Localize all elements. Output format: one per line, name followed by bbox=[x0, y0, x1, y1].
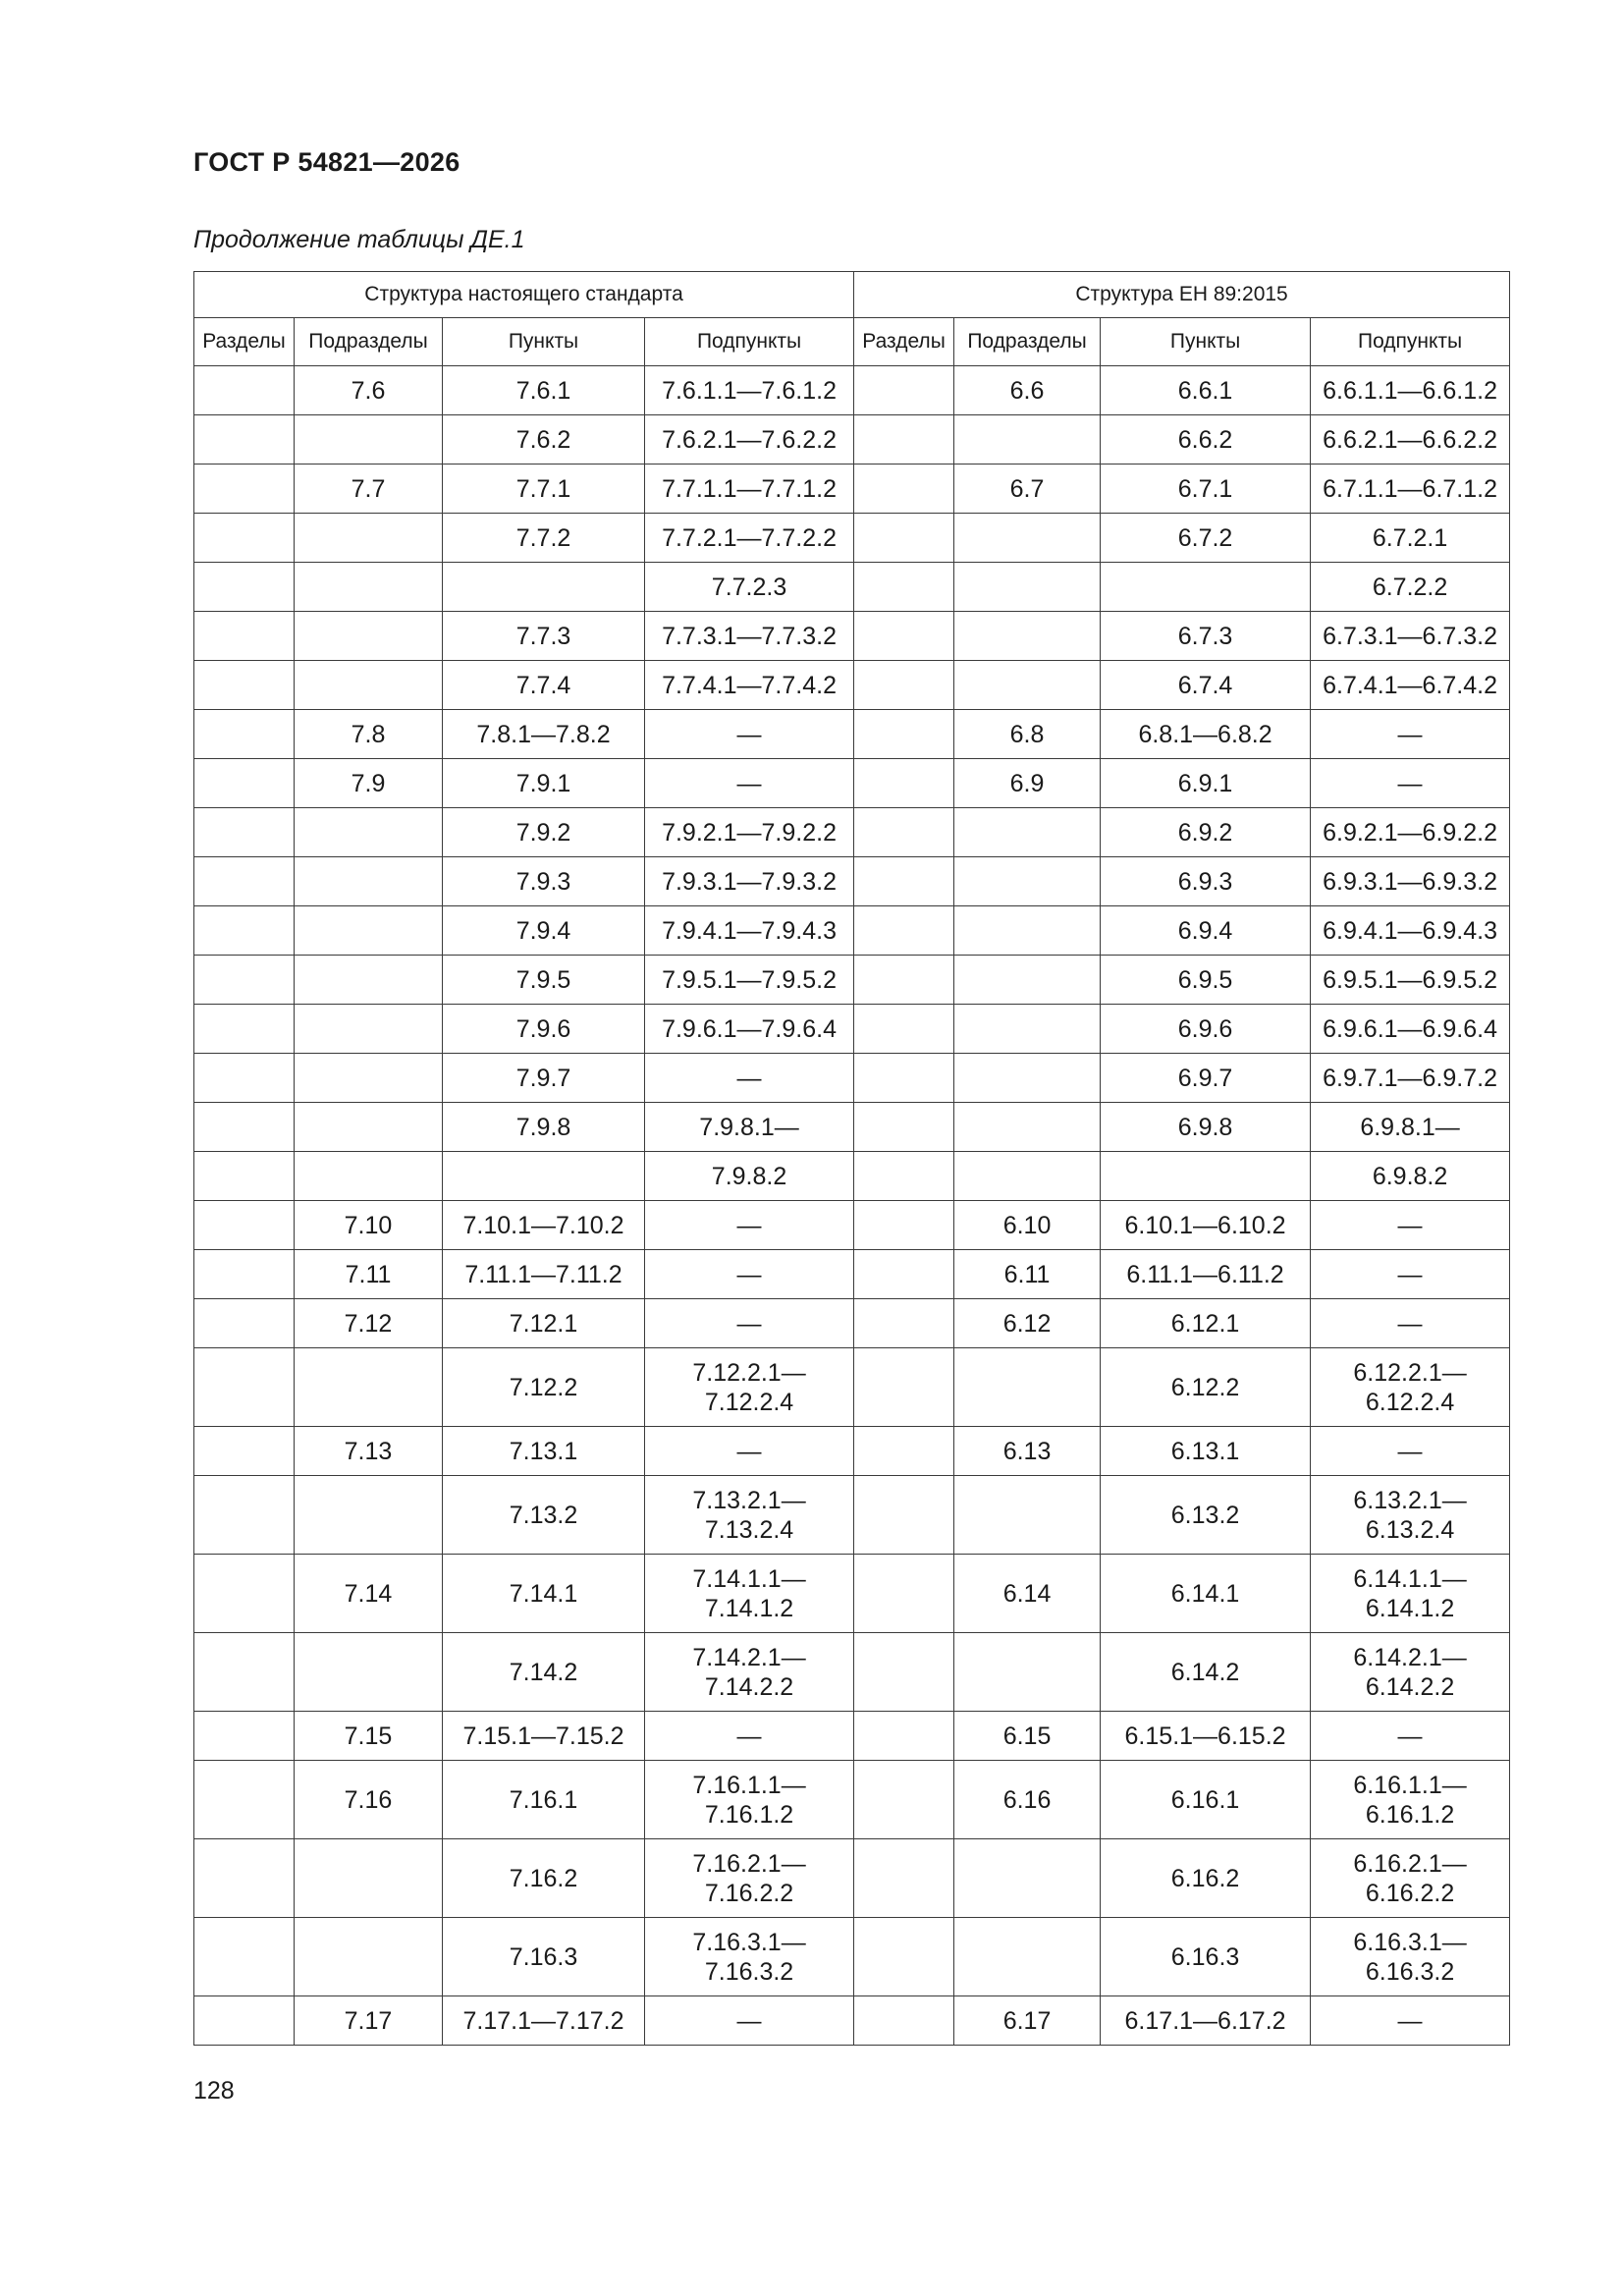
table-cell: 7.16.2 bbox=[443, 1839, 645, 1918]
table-cell: — bbox=[1311, 1996, 1510, 2046]
table-cell bbox=[295, 1152, 443, 1201]
table-cell: 7.9 bbox=[295, 759, 443, 808]
table-cell: 6.7.2 bbox=[1101, 514, 1311, 563]
table-cell: 7.7.2.1—7.7.2.2 bbox=[645, 514, 854, 563]
table-cell bbox=[954, 661, 1101, 710]
table-cell: 6.10.1—6.10.2 bbox=[1101, 1201, 1311, 1250]
table-cell bbox=[295, 857, 443, 906]
table-row bbox=[194, 563, 1510, 612]
table-cell bbox=[443, 563, 645, 612]
table-cell: — bbox=[645, 1299, 854, 1348]
table-cell bbox=[295, 1839, 443, 1918]
table-row bbox=[194, 1761, 1510, 1839]
table-cell bbox=[194, 1918, 295, 1996]
table-cell: — bbox=[645, 759, 854, 808]
document-header: ГОСТ Р 54821—2026 bbox=[193, 147, 460, 177]
table-cell bbox=[194, 1712, 295, 1761]
table-cell: 6.14 bbox=[954, 1555, 1101, 1633]
table-cell bbox=[194, 1299, 295, 1348]
table-cell bbox=[295, 906, 443, 956]
table-body bbox=[194, 366, 1510, 2046]
table-cell bbox=[954, 1005, 1101, 1054]
table-cell: 6.17.1—6.17.2 bbox=[1101, 1996, 1311, 2046]
table-cell: 6.11.1—6.11.2 bbox=[1101, 1250, 1311, 1299]
table-cell bbox=[854, 514, 954, 563]
table-row bbox=[194, 465, 1510, 514]
table-cell: 7.9.6.1—7.9.6.4 bbox=[645, 1005, 854, 1054]
table-cell: 7.9.1 bbox=[443, 759, 645, 808]
table-cell: 7.9.8.2 bbox=[645, 1152, 854, 1201]
table-cell bbox=[954, 1633, 1101, 1712]
table-cell: 6.7 bbox=[954, 465, 1101, 514]
table-cell bbox=[295, 1348, 443, 1427]
table-cell bbox=[854, 1476, 954, 1555]
table-cell: 6.12.1 bbox=[1101, 1299, 1311, 1348]
table-row bbox=[194, 1299, 1510, 1348]
table-cell bbox=[1101, 563, 1311, 612]
table-cell: 6.16.1 bbox=[1101, 1761, 1311, 1839]
table-cell bbox=[194, 1996, 295, 2046]
table-cell bbox=[194, 906, 295, 956]
table-cell bbox=[295, 1103, 443, 1152]
table-cell: 7.9.3.1—7.9.3.2 bbox=[645, 857, 854, 906]
correspondence-table bbox=[193, 271, 1510, 2046]
table-cell bbox=[854, 710, 954, 759]
table-row bbox=[194, 514, 1510, 563]
table-cell bbox=[854, 857, 954, 906]
table-cell: 7.13.1 bbox=[443, 1427, 645, 1476]
group-header-this-standard: Структура настоящего стандарта bbox=[194, 272, 854, 318]
table-cell bbox=[954, 415, 1101, 465]
table-cell bbox=[854, 1054, 954, 1103]
table-cell: 6.6.1.1—6.6.1.2 bbox=[1311, 366, 1510, 415]
table-cell: 7.12.1 bbox=[443, 1299, 645, 1348]
table-cell: 7.7.4 bbox=[443, 661, 645, 710]
table-cell: 7.14 bbox=[295, 1555, 443, 1633]
table-cell: 6.8 bbox=[954, 710, 1101, 759]
table-row bbox=[194, 1152, 1510, 1201]
table-cell: — bbox=[1311, 1299, 1510, 1348]
table-cell bbox=[194, 759, 295, 808]
table-cell bbox=[295, 1476, 443, 1555]
table-cell bbox=[295, 612, 443, 661]
table-cell bbox=[194, 1476, 295, 1555]
table-cell bbox=[954, 1476, 1101, 1555]
table-cell: 6.9.2.1—6.9.2.2 bbox=[1311, 808, 1510, 857]
table-cell: 7.9.3 bbox=[443, 857, 645, 906]
column-header-row bbox=[194, 318, 1510, 366]
table-cell bbox=[194, 415, 295, 465]
table-row bbox=[194, 1996, 1510, 2046]
table-cell: 6.12.2.1— 6.12.2.4 bbox=[1311, 1348, 1510, 1427]
table-cell bbox=[854, 1005, 954, 1054]
table-cell bbox=[854, 1996, 954, 2046]
table-row bbox=[194, 759, 1510, 808]
table-cell: 7.6.2 bbox=[443, 415, 645, 465]
table-cell bbox=[854, 1918, 954, 1996]
group-header-row bbox=[194, 272, 1510, 318]
table-cell: 7.9.8 bbox=[443, 1103, 645, 1152]
table-cell bbox=[954, 563, 1101, 612]
table-row bbox=[194, 1103, 1510, 1152]
column-header: Пункты bbox=[1101, 318, 1311, 366]
table-cell bbox=[854, 1633, 954, 1712]
table-cell: 6.8.1—6.8.2 bbox=[1101, 710, 1311, 759]
table-cell bbox=[954, 857, 1101, 906]
table-cell: 7.6.1.1—7.6.1.2 bbox=[645, 366, 854, 415]
table-cell: 6.7.4 bbox=[1101, 661, 1311, 710]
table-caption: Продолжение таблицы ДЕ.1 bbox=[193, 226, 525, 253]
table-cell: 7.9.5.1—7.9.5.2 bbox=[645, 956, 854, 1005]
column-header: Пункты bbox=[443, 318, 645, 366]
table-row bbox=[194, 1201, 1510, 1250]
table-cell: 7.14.2.1— 7.14.2.2 bbox=[645, 1633, 854, 1712]
table-cell bbox=[954, 514, 1101, 563]
table-cell: 7.15.1—7.15.2 bbox=[443, 1712, 645, 1761]
table-cell: 6.9.4.1—6.9.4.3 bbox=[1311, 906, 1510, 956]
table-cell bbox=[194, 1005, 295, 1054]
table-cell: 6.14.2.1— 6.14.2.2 bbox=[1311, 1633, 1510, 1712]
table-cell bbox=[1101, 1152, 1311, 1201]
table-cell bbox=[854, 563, 954, 612]
column-header: Подразделы bbox=[954, 318, 1101, 366]
table-cell: 7.9.4.1—7.9.4.3 bbox=[645, 906, 854, 956]
table-cell: 7.15 bbox=[295, 1712, 443, 1761]
table-cell: 6.9.5 bbox=[1101, 956, 1311, 1005]
table-cell bbox=[854, 1152, 954, 1201]
table-cell: 6.9 bbox=[954, 759, 1101, 808]
table-cell: 6.13.2 bbox=[1101, 1476, 1311, 1555]
table-cell: — bbox=[645, 1712, 854, 1761]
table-cell bbox=[954, 1103, 1101, 1152]
table-cell bbox=[854, 661, 954, 710]
table-cell bbox=[954, 906, 1101, 956]
table-cell: 6.14.1 bbox=[1101, 1555, 1311, 1633]
table-cell bbox=[194, 1633, 295, 1712]
table-cell bbox=[295, 1918, 443, 1996]
table-cell bbox=[854, 1427, 954, 1476]
table-cell bbox=[854, 1299, 954, 1348]
table-cell: 6.16.3.1— 6.16.3.2 bbox=[1311, 1918, 1510, 1996]
table-cell: 6.17 bbox=[954, 1996, 1101, 2046]
table-cell bbox=[295, 415, 443, 465]
table-cell: 7.16.2.1— 7.16.2.2 bbox=[645, 1839, 854, 1918]
table-cell: 7.6.2.1—7.6.2.2 bbox=[645, 415, 854, 465]
table-cell bbox=[854, 1712, 954, 1761]
table-cell bbox=[954, 1918, 1101, 1996]
table-cell bbox=[194, 857, 295, 906]
table-cell: 7.16.3.1— 7.16.3.2 bbox=[645, 1918, 854, 1996]
table-cell bbox=[854, 415, 954, 465]
table-cell bbox=[194, 661, 295, 710]
table-row bbox=[194, 710, 1510, 759]
table-cell: 6.16.2.1— 6.16.2.2 bbox=[1311, 1839, 1510, 1918]
table-cell: 6.14.2 bbox=[1101, 1633, 1311, 1712]
table-cell: 6.16.3 bbox=[1101, 1918, 1311, 1996]
table-cell: 6.9.4 bbox=[1101, 906, 1311, 956]
table-cell bbox=[194, 465, 295, 514]
table-cell: — bbox=[645, 1427, 854, 1476]
table-cell bbox=[295, 1633, 443, 1712]
table-cell bbox=[194, 612, 295, 661]
table-cell bbox=[954, 1054, 1101, 1103]
column-header: Подразделы bbox=[295, 318, 443, 366]
table-cell: 6.13 bbox=[954, 1427, 1101, 1476]
table-row bbox=[194, 906, 1510, 956]
column-header: Подпункты bbox=[645, 318, 854, 366]
table-cell: 7.8 bbox=[295, 710, 443, 759]
table-cell: 6.16.2 bbox=[1101, 1839, 1311, 1918]
table-cell bbox=[443, 1152, 645, 1201]
table-row bbox=[194, 1633, 1510, 1712]
table-cell bbox=[854, 759, 954, 808]
table-cell: 7.9.5 bbox=[443, 956, 645, 1005]
table-cell: — bbox=[645, 1201, 854, 1250]
table-cell: 6.7.2.1 bbox=[1311, 514, 1510, 563]
table-cell bbox=[295, 563, 443, 612]
table-cell: 6.9.5.1—6.9.5.2 bbox=[1311, 956, 1510, 1005]
table-cell: 7.14.1 bbox=[443, 1555, 645, 1633]
table-cell: 7.9.2.1—7.9.2.2 bbox=[645, 808, 854, 857]
table-row bbox=[194, 1250, 1510, 1299]
table-cell bbox=[854, 1201, 954, 1250]
table-cell: — bbox=[1311, 1712, 1510, 1761]
table-cell: 6.13.1 bbox=[1101, 1427, 1311, 1476]
table-cell: — bbox=[1311, 759, 1510, 808]
table-cell: 7.7 bbox=[295, 465, 443, 514]
table-cell: 7.9.2 bbox=[443, 808, 645, 857]
table-cell: 6.15.1—6.15.2 bbox=[1101, 1712, 1311, 1761]
table-cell: — bbox=[645, 710, 854, 759]
table-cell bbox=[954, 808, 1101, 857]
table-cell: 7.9.4 bbox=[443, 906, 645, 956]
table-cell: 7.12.2.1— 7.12.2.4 bbox=[645, 1348, 854, 1427]
table-row bbox=[194, 1555, 1510, 1633]
table-cell: 6.7.3.1—6.7.3.2 bbox=[1311, 612, 1510, 661]
table-row bbox=[194, 1839, 1510, 1918]
table-cell: 7.7.3.1—7.7.3.2 bbox=[645, 612, 854, 661]
table-cell: 6.13.2.1— 6.13.2.4 bbox=[1311, 1476, 1510, 1555]
table-cell bbox=[854, 465, 954, 514]
table-cell bbox=[854, 612, 954, 661]
table-cell: 7.17 bbox=[295, 1996, 443, 2046]
table-cell: 6.9.6.1—6.9.6.4 bbox=[1311, 1005, 1510, 1054]
table-cell: 6.6.2 bbox=[1101, 415, 1311, 465]
table-cell: 7.10 bbox=[295, 1201, 443, 1250]
table-cell: 7.8.1—7.8.2 bbox=[443, 710, 645, 759]
table-cell: 6.6.1 bbox=[1101, 366, 1311, 415]
table-cell: 6.9.3 bbox=[1101, 857, 1311, 906]
table-cell: 6.7.3 bbox=[1101, 612, 1311, 661]
table-cell bbox=[854, 1103, 954, 1152]
table-cell: 7.14.1.1— 7.14.1.2 bbox=[645, 1555, 854, 1633]
table-cell: 6.9.3.1—6.9.3.2 bbox=[1311, 857, 1510, 906]
table-cell: 6.6 bbox=[954, 366, 1101, 415]
table-cell: 7.7.1 bbox=[443, 465, 645, 514]
table-cell bbox=[954, 1348, 1101, 1427]
table-cell: 6.9.8 bbox=[1101, 1103, 1311, 1152]
table-cell: 6.12.2 bbox=[1101, 1348, 1311, 1427]
table-cell bbox=[854, 808, 954, 857]
table-cell bbox=[295, 514, 443, 563]
table-cell bbox=[194, 1152, 295, 1201]
table-cell: 7.17.1—7.17.2 bbox=[443, 1996, 645, 2046]
table-cell bbox=[194, 1250, 295, 1299]
column-header: Разделы bbox=[194, 318, 295, 366]
table-cell bbox=[295, 1005, 443, 1054]
table-cell: 6.9.1 bbox=[1101, 759, 1311, 808]
table-cell: 6.15 bbox=[954, 1712, 1101, 1761]
table-cell: 7.13.2 bbox=[443, 1476, 645, 1555]
table-cell bbox=[854, 906, 954, 956]
table-cell bbox=[295, 1054, 443, 1103]
table-row bbox=[194, 612, 1510, 661]
column-header: Разделы bbox=[854, 318, 954, 366]
table-cell bbox=[194, 366, 295, 415]
table-cell: 6.10 bbox=[954, 1201, 1101, 1250]
table-cell: 7.12 bbox=[295, 1299, 443, 1348]
table-cell: 7.16.1 bbox=[443, 1761, 645, 1839]
table-row bbox=[194, 857, 1510, 906]
table-cell: 7.11.1—7.11.2 bbox=[443, 1250, 645, 1299]
table-row bbox=[194, 1476, 1510, 1555]
table-cell: 7.6 bbox=[295, 366, 443, 415]
table-cell bbox=[854, 366, 954, 415]
table-cell: 7.16 bbox=[295, 1761, 443, 1839]
table-cell bbox=[194, 710, 295, 759]
column-header: Подпункты bbox=[1311, 318, 1510, 366]
table-cell: — bbox=[645, 1996, 854, 2046]
table-row bbox=[194, 1348, 1510, 1427]
table-cell bbox=[854, 1761, 954, 1839]
table-cell: 6.9.6 bbox=[1101, 1005, 1311, 1054]
table-cell: 6.7.4.1—6.7.4.2 bbox=[1311, 661, 1510, 710]
table-cell: 7.9.7 bbox=[443, 1054, 645, 1103]
table-cell: 7.7.2.3 bbox=[645, 563, 854, 612]
table-cell: — bbox=[1311, 1427, 1510, 1476]
table-cell: 6.7.2.2 bbox=[1311, 563, 1510, 612]
table-cell bbox=[295, 661, 443, 710]
table-cell: 7.9.8.1— bbox=[645, 1103, 854, 1152]
table-cell: 7.10.1—7.10.2 bbox=[443, 1201, 645, 1250]
table-row bbox=[194, 1918, 1510, 1996]
table-cell: 6.12 bbox=[954, 1299, 1101, 1348]
table-cell: — bbox=[1311, 1201, 1510, 1250]
table-cell bbox=[954, 956, 1101, 1005]
table-row bbox=[194, 956, 1510, 1005]
table-row bbox=[194, 366, 1510, 415]
table-cell: — bbox=[1311, 710, 1510, 759]
table-cell bbox=[854, 1839, 954, 1918]
table-cell bbox=[954, 1152, 1101, 1201]
table-cell: 7.14.2 bbox=[443, 1633, 645, 1712]
table-cell bbox=[194, 1201, 295, 1250]
table-cell bbox=[295, 808, 443, 857]
table-cell: — bbox=[645, 1054, 854, 1103]
table-cell: 7.16.3 bbox=[443, 1918, 645, 1996]
table-cell: — bbox=[1311, 1250, 1510, 1299]
table-cell: 7.12.2 bbox=[443, 1348, 645, 1427]
table-cell: 6.7.1.1—6.7.1.2 bbox=[1311, 465, 1510, 514]
table-cell bbox=[194, 563, 295, 612]
table-cell bbox=[194, 1427, 295, 1476]
table-row bbox=[194, 1054, 1510, 1103]
table-cell bbox=[194, 1054, 295, 1103]
table-cell bbox=[194, 514, 295, 563]
table-cell: 6.16 bbox=[954, 1761, 1101, 1839]
table-cell: 7.16.1.1— 7.16.1.2 bbox=[645, 1761, 854, 1839]
table-cell: 6.9.8.1— bbox=[1311, 1103, 1510, 1152]
table-cell: 7.7.3 bbox=[443, 612, 645, 661]
table-row bbox=[194, 1427, 1510, 1476]
table-cell: 6.7.1 bbox=[1101, 465, 1311, 514]
table-cell: 6.9.7 bbox=[1101, 1054, 1311, 1103]
table-cell: 7.11 bbox=[295, 1250, 443, 1299]
table-cell: 7.7.1.1—7.7.1.2 bbox=[645, 465, 854, 514]
table-cell: 7.13 bbox=[295, 1427, 443, 1476]
table-cell bbox=[194, 1348, 295, 1427]
page-number: 128 bbox=[193, 2077, 235, 2105]
table-cell bbox=[295, 956, 443, 1005]
table-cell bbox=[194, 1761, 295, 1839]
table-cell bbox=[194, 956, 295, 1005]
table-row bbox=[194, 661, 1510, 710]
table-cell: 6.9.2 bbox=[1101, 808, 1311, 857]
table-cell bbox=[194, 1103, 295, 1152]
table-cell: 7.7.4.1—7.7.4.2 bbox=[645, 661, 854, 710]
table-cell: 6.9.8.2 bbox=[1311, 1152, 1510, 1201]
table-cell bbox=[194, 1555, 295, 1633]
group-header-en-standard: Структура ЕН 89:2015 bbox=[854, 272, 1510, 318]
table-row bbox=[194, 1005, 1510, 1054]
table-cell bbox=[954, 612, 1101, 661]
table-cell: 6.16.1.1— 6.16.1.2 bbox=[1311, 1761, 1510, 1839]
table-cell bbox=[854, 1250, 954, 1299]
table-cell: 6.14.1.1— 6.14.1.2 bbox=[1311, 1555, 1510, 1633]
table-cell: 7.7.2 bbox=[443, 514, 645, 563]
table-cell: 7.6.1 bbox=[443, 366, 645, 415]
table-cell: 7.9.6 bbox=[443, 1005, 645, 1054]
table-cell: — bbox=[645, 1250, 854, 1299]
table-cell bbox=[194, 808, 295, 857]
table-cell bbox=[854, 1555, 954, 1633]
table-cell: 6.11 bbox=[954, 1250, 1101, 1299]
table-cell: 6.6.2.1—6.6.2.2 bbox=[1311, 415, 1510, 465]
table-cell bbox=[954, 1839, 1101, 1918]
table-cell: 6.9.7.1—6.9.7.2 bbox=[1311, 1054, 1510, 1103]
table-row bbox=[194, 808, 1510, 857]
table-cell: 7.13.2.1— 7.13.2.4 bbox=[645, 1476, 854, 1555]
table-cell bbox=[194, 1839, 295, 1918]
table-cell bbox=[854, 1348, 954, 1427]
table-row bbox=[194, 415, 1510, 465]
table-cell bbox=[854, 956, 954, 1005]
table-row bbox=[194, 1712, 1510, 1761]
